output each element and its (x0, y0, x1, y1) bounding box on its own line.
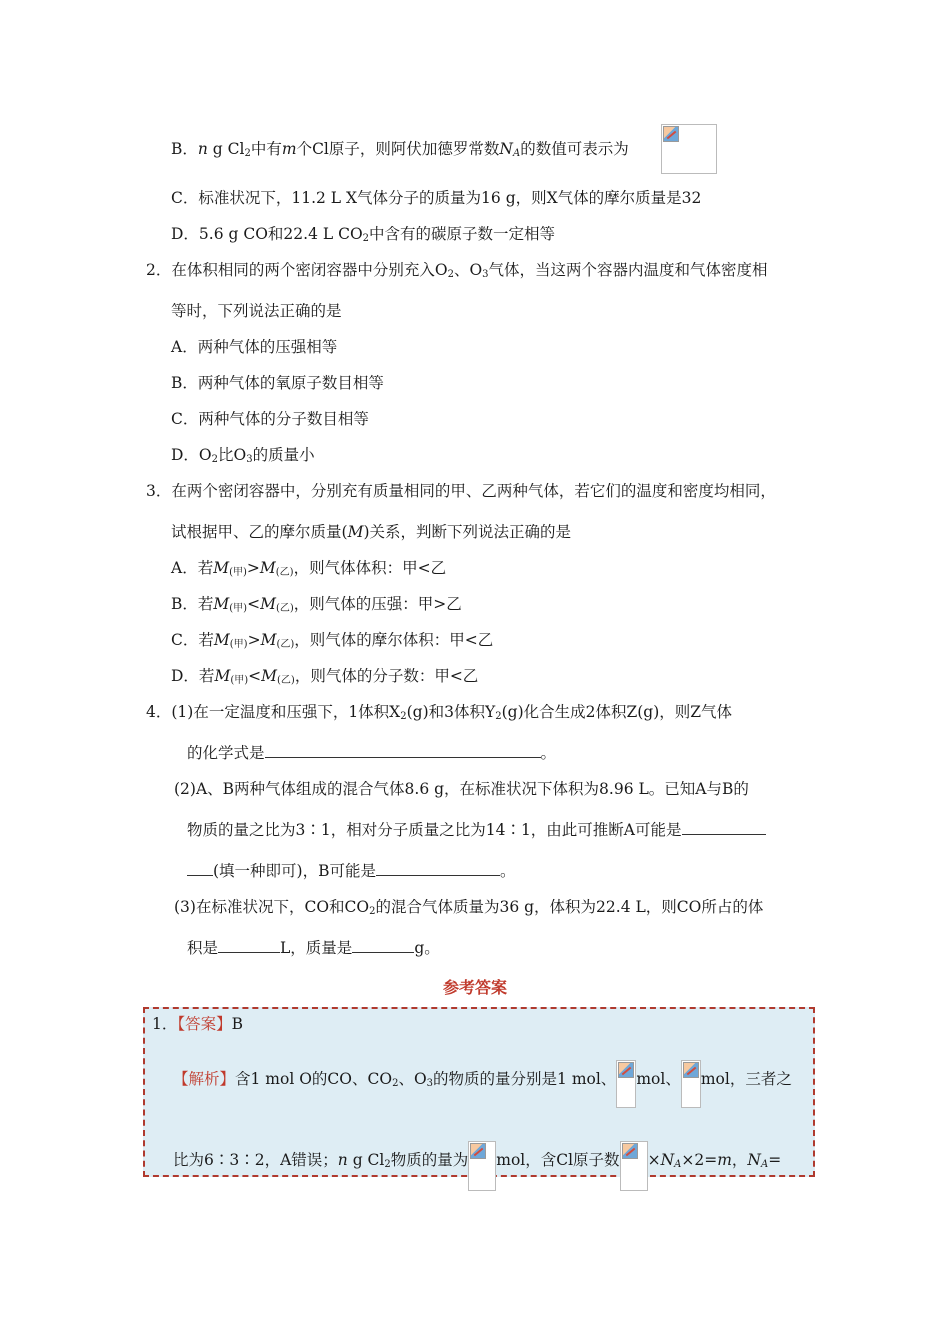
q4-part2-line1: (2)A、B两种气体组成的混合气体8.6 g，在标准状况下体积为8.96 L。已知A与B的 (174, 780, 749, 798)
q3-option-d: D．若$M_{(甲)}<M_{(乙)}$，则气体的分子数：甲<乙 (171, 667, 479, 686)
answer-section-title: 参考答案 (442, 978, 507, 997)
answer-blank[interactable] (187, 861, 213, 876)
q1-option-b: B．n g $Cl_2$中有m个Cl原子，则阿伏加德罗常数$N_A$的数值可表示为 (171, 140, 629, 159)
broken-image-icon (622, 1143, 638, 1159)
q4-part3-line2: 积是 L，质量是 g。 (187, 939, 440, 957)
answer-blank[interactable] (682, 820, 766, 835)
explanation-line1: 【解析】含1 mol O的CO、$CO_2$、$O_3$的物质的量分别是1 mol、 mol、 mol，三者之 (173, 1060, 792, 1108)
q3-stem-line2: 试根据甲、乙的摩尔质量(M)关系，判断下列说法正确的是 (171, 523, 571, 541)
fraction-image (468, 1141, 496, 1191)
formula-image (661, 124, 717, 174)
q2-option-d: D．$O_2$比$O_3$的质量小 (171, 446, 315, 465)
broken-image-icon (683, 1062, 699, 1078)
answer-1: 1．【答案】B (152, 1015, 244, 1033)
q2-stem-line1: 2．在体积相同的两个密闭容器中分别充入$O_2$、$O_3$气体，当这两个容器内温度和气体密度相 (146, 261, 768, 280)
q4-part1-line1: 4．(1)在一定温度和压强下，1体积$X_2(g)$和3体积$Y_2(g)$化合生成2体积Z(g)，则Z气体 (146, 703, 733, 722)
answer-blank[interactable] (352, 938, 414, 953)
q2-stem-line2: 等时，下列说法正确的是 (171, 302, 342, 320)
fraction-image (620, 1141, 648, 1191)
broken-image-icon (470, 1143, 486, 1159)
q3-option-c: C．若$M_{(甲)}>M_{(乙)}$，则气体的摩尔体积：甲<乙 (171, 631, 494, 650)
q4-part2-line2: 物质的量之比为3∶1，相对分子质量之比为14∶1，由此可推断A可能是 (187, 820, 766, 840)
q1-option-c: C．标准状况下，11.2 L X气体分子的质量为16 g，则X气体的摩尔质量是32 (171, 189, 702, 207)
q2-option-c: C．两种气体的分子数目相等 (171, 410, 369, 428)
q4-part2-line3: (填一种即可)，B可能是 。 (187, 861, 516, 881)
broken-image-icon (663, 126, 679, 142)
q4-part3-line1: (3)在标准状况下，CO和$CO_2$的混合气体质量为36 g，体积为22.4 L，则CO所占的体 (174, 898, 764, 917)
broken-image-icon (618, 1062, 634, 1078)
fraction-image (616, 1060, 636, 1108)
answer-blank[interactable] (218, 938, 280, 953)
answer-blank[interactable] (265, 743, 541, 758)
fraction-image (681, 1060, 701, 1108)
q4-part1-line2: 的化学式是 。 (187, 744, 557, 762)
q2-option-a: A．两种气体的压强相等 (171, 338, 338, 356)
q3-option-a: A．若$M_{(甲)}>M_{(乙)}$，则气体体积：甲<乙 (171, 559, 447, 578)
explanation-line2: 比为6∶3∶2，A错误；n g $Cl_2$物质的量为 mol，含Cl原子数 $\times N_A\times 2=m$，$N_A=$ (173, 1141, 781, 1191)
q3-stem-line1: 3．在两个密闭容器中，分别充有质量相同的甲、乙两种气体，若它们的温度和密度均相同， (146, 482, 776, 500)
q3-option-b: B．若$M_{(甲)}<M_{(乙)}$，则气体的压强：甲>乙 (171, 595, 462, 614)
q1-option-d: D．5.6 g CO和22.4 L $CO_2$中含有的碳原子数一定相等 (171, 225, 556, 244)
q2-option-b: B．两种气体的氧原子数目相等 (171, 374, 384, 392)
answer-blank[interactable] (376, 861, 500, 876)
